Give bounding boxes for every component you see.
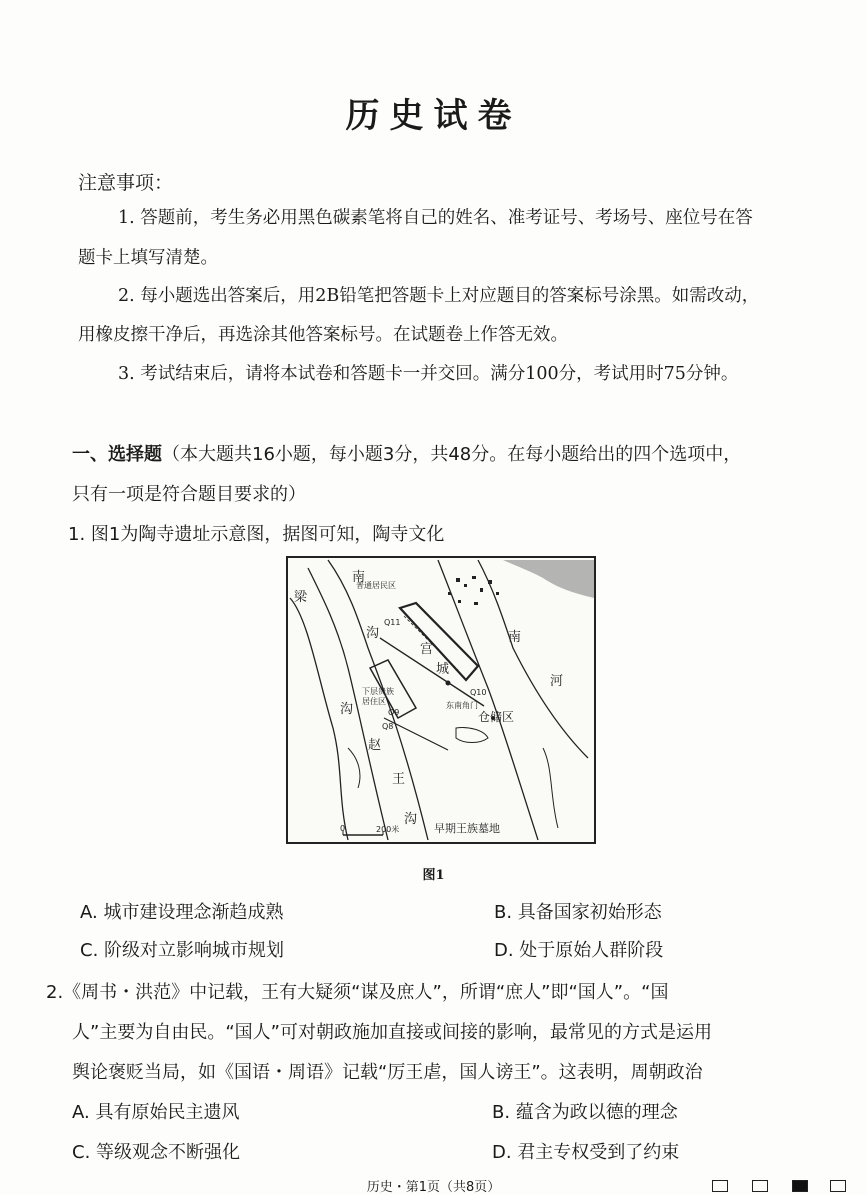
notice-line-1: 1. 答题前，考生务必用黑色碳素笔将自己的姓名、准考证号、考场号、座位号在答 bbox=[118, 208, 753, 228]
map-label-liang: 梁 bbox=[294, 590, 308, 605]
notice-line-5: 3. 考试结束后，请将本试卷和答题卡一并交回。满分100分，考试用时75分钟。 bbox=[118, 364, 739, 384]
map-label-gou1: 沟 bbox=[366, 626, 380, 641]
corner-mark-2 bbox=[752, 1180, 768, 1192]
map-scale-label: 200米 bbox=[376, 825, 400, 834]
map-label-gou2: 沟 bbox=[340, 702, 354, 717]
map-label-gong: 宫 bbox=[420, 642, 434, 657]
map-label-storage: 仓储区 bbox=[478, 710, 515, 724]
map-label-noble: 下层贵族 bbox=[362, 687, 394, 696]
map-label-royal-cemetery: 早期王族墓地 bbox=[434, 822, 500, 835]
corner-mark-3 bbox=[792, 1180, 808, 1192]
map-label-wang: 王 bbox=[392, 772, 406, 787]
map-label-he: 河 bbox=[550, 674, 564, 689]
map-label-living-area: 居住区 bbox=[362, 697, 386, 706]
section-title: 一、选择题 bbox=[72, 444, 162, 465]
map-label-q8: Q8 bbox=[382, 722, 394, 731]
figure-1-caption: 图1 bbox=[422, 868, 445, 883]
notice-line-2: 题卡上填写清楚。 bbox=[78, 248, 218, 268]
q2-option-a: A. 具有原始民主遗风 bbox=[72, 1102, 240, 1123]
notice-heading: 注意事项： bbox=[78, 172, 174, 194]
q1-option-c: C. 阶级对立影响城市规划 bbox=[80, 940, 285, 961]
map-label-southeast-gate: 东南角门 bbox=[446, 701, 478, 710]
q2-option-d: D. 君主专权受到了约束 bbox=[492, 1142, 680, 1163]
notice-line-4: 用橡皮擦干净后，再选涂其他答案标号。在试题卷上作答无效。 bbox=[78, 325, 568, 345]
map-label-residential: 普通居民区 bbox=[356, 581, 396, 590]
q1-option-b: B. 具备国家初始形态 bbox=[494, 902, 662, 923]
section-heading bbox=[72, 440, 741, 466]
map-label-zhao: 赵 bbox=[368, 738, 382, 753]
page-title: 历史试卷 bbox=[345, 96, 522, 136]
map-drawing bbox=[288, 558, 594, 842]
section-desc-2: 只有一项是符合题目要求的） bbox=[72, 484, 306, 505]
q2-option-c: C. 等级观念不断强化 bbox=[72, 1142, 241, 1163]
taosi-site-map bbox=[286, 556, 596, 844]
question-1-stem: 1. 图1为陶寺遗址示意图，据图可知，陶寺文化 bbox=[68, 524, 445, 545]
map-scale-zero: 0 bbox=[340, 824, 346, 833]
corner-mark-4 bbox=[830, 1180, 846, 1192]
q2-stem-line-1: 2.《周书・洪范》中记载，王有大疑须“谋及庶人”，所谓“庶人”即“国人”。“国 bbox=[46, 982, 669, 1003]
q1-option-a: A. 城市建设理念渐趋成熟 bbox=[80, 902, 284, 923]
map-label-q10: Q10 bbox=[470, 688, 487, 697]
q1-option-d: D. 处于原始人群阶段 bbox=[494, 940, 664, 961]
corner-mark-1 bbox=[712, 1180, 728, 1192]
q2-stem-line-3: 舆论褒贬当局，如《国语・周语》记载“厉王虐，国人谤王”。这表明，周朝政治 bbox=[72, 1062, 703, 1083]
page-footer: 历史・第1页（共8页） bbox=[366, 1180, 501, 1195]
map-label-cheng: 城 bbox=[436, 662, 450, 677]
q2-stem-line-2: 人”主要为自由民。“国人”可对朝政施加直接或间接的影响，最常见的方式是运用 bbox=[72, 1022, 712, 1043]
notice-line-3: 2. 每小题选出答案后，用2B铅笔把答题卡上对应题目的答案标号涂黑。如需改动， bbox=[118, 286, 760, 306]
map-label-q9: Q9 bbox=[388, 708, 400, 717]
map-label-nan1: 南 bbox=[352, 570, 366, 585]
section-desc-1: （本大题共16小题，每小题3分，共48分。在每小题给出的四个选项中， bbox=[162, 444, 742, 465]
map-label-gou3: 沟 bbox=[404, 812, 418, 827]
map-label-nan2: 南 bbox=[508, 630, 522, 645]
q2-option-b: B. 蕴含为政以德的理念 bbox=[492, 1102, 678, 1123]
map-label-q11: Q11 bbox=[384, 618, 401, 627]
